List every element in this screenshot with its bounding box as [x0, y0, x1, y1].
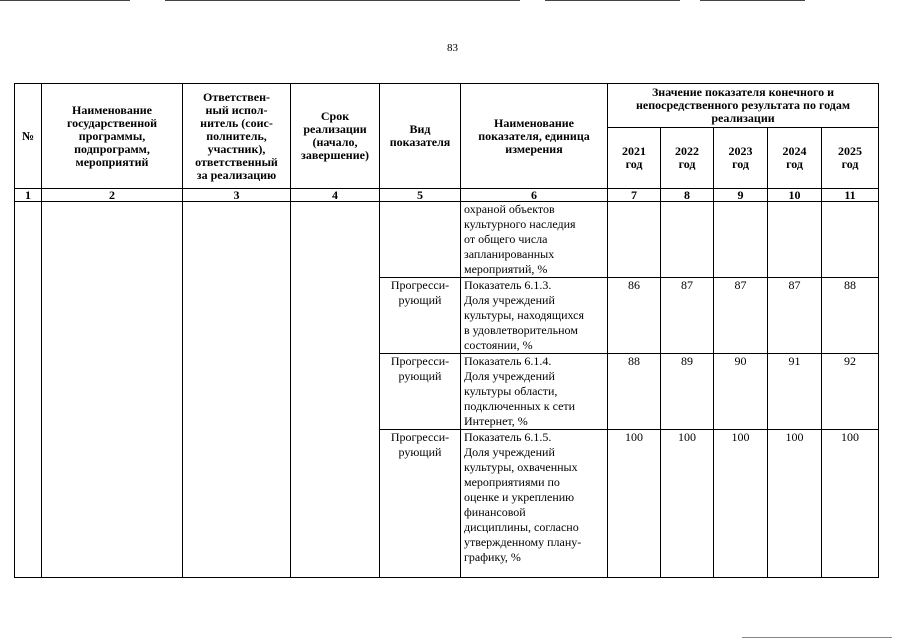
indicator-value: 89: [661, 354, 714, 430]
header-year: 2022 год: [661, 128, 714, 189]
indicator-name: Показатель 6.1.3. Доля учреждений культуры, находящихся в удовлетворительном состоянии, %: [461, 278, 608, 354]
header-row: [15, 84, 879, 128]
indicator-kind: [380, 202, 461, 278]
header-year: 2021 год: [608, 128, 661, 189]
scan-edge-line: [742, 637, 892, 638]
indicator-kind: Прогресси- рующий: [380, 354, 461, 430]
indicator-value: 92: [822, 354, 879, 430]
header-year: 2025 год: [822, 128, 879, 189]
header-year: 2024 год: [768, 128, 822, 189]
indicator-value: 87: [714, 278, 768, 354]
header-values-group: Значение показателя конечного и непосредственного результата по годам реализации: [608, 84, 879, 128]
indicators-table: [14, 83, 879, 578]
indicator-value: [608, 202, 661, 278]
column-number: 11: [822, 189, 879, 202]
indicator-name: Показатель 6.1.5. Доля учреждений культуры, охваченных мероприятиями по оценке и укреплению финансовой дисциплины, согласно утвержденному плану- графику, %: [461, 430, 608, 578]
column-number: 3: [183, 189, 291, 202]
column-number: 2: [42, 189, 183, 202]
indicator-value: 100: [661, 430, 714, 578]
column-number: 7: [608, 189, 661, 202]
indicator-value: 86: [608, 278, 661, 354]
indicator-value: 100: [608, 430, 661, 578]
cell-term-empty: [291, 202, 380, 578]
indicator-value: 87: [768, 278, 822, 354]
cell-responsible-empty: [183, 202, 291, 578]
header-year: 2023 год: [714, 128, 768, 189]
indicator-name: Показатель 6.1.4. Доля учреждений культуры области, подключенных к сети Интернет, %: [461, 354, 608, 430]
indicator-value: 100: [822, 430, 879, 578]
indicator-value: 100: [768, 430, 822, 578]
indicator-name: охраной объектов культурного наследия от общего числа запланированных мероприятий, %: [461, 202, 608, 278]
cell-num-empty: [15, 202, 42, 578]
indicator-value: [714, 202, 768, 278]
indicator-value: [768, 202, 822, 278]
cell-program-empty: [42, 202, 183, 578]
header-indicator: Наименование показателя, единица измерения: [461, 84, 608, 189]
header-term: Срок реализации (начало, завершение): [291, 84, 380, 189]
indicator-value: [822, 202, 879, 278]
page-number: 83: [447, 42, 458, 54]
table-row: [15, 202, 879, 278]
indicator-value: 90: [714, 354, 768, 430]
scan-edge-line: [545, 0, 680, 1]
scan-edge-line: [700, 0, 805, 1]
column-number: 9: [714, 189, 768, 202]
indicator-value: 87: [661, 278, 714, 354]
header-num: №: [15, 84, 42, 189]
column-number: 5: [380, 189, 461, 202]
indicator-kind: Прогресси- рующий: [380, 278, 461, 354]
column-numbers-row: [15, 189, 879, 202]
scan-edge-line: [165, 0, 520, 1]
column-number: 1: [15, 189, 42, 202]
indicator-value: 100: [714, 430, 768, 578]
header-responsible: Ответствен- ный испол- нитель (соис- полнитель, участник), ответственный за реализацию: [183, 84, 291, 189]
header-kind: Вид показателя: [380, 84, 461, 189]
indicator-value: 88: [608, 354, 661, 430]
column-number: 4: [291, 189, 380, 202]
header-program: Наименование государственной программы, подпрограмм, мероприятий: [42, 84, 183, 189]
indicator-value: [661, 202, 714, 278]
indicator-value: 88: [822, 278, 879, 354]
column-number: 6: [461, 189, 608, 202]
column-number: 8: [661, 189, 714, 202]
indicator-kind: Прогресси- рующий: [380, 430, 461, 578]
column-number: 10: [768, 189, 822, 202]
indicator-value: 91: [768, 354, 822, 430]
scan-edge-line: [0, 0, 130, 1]
